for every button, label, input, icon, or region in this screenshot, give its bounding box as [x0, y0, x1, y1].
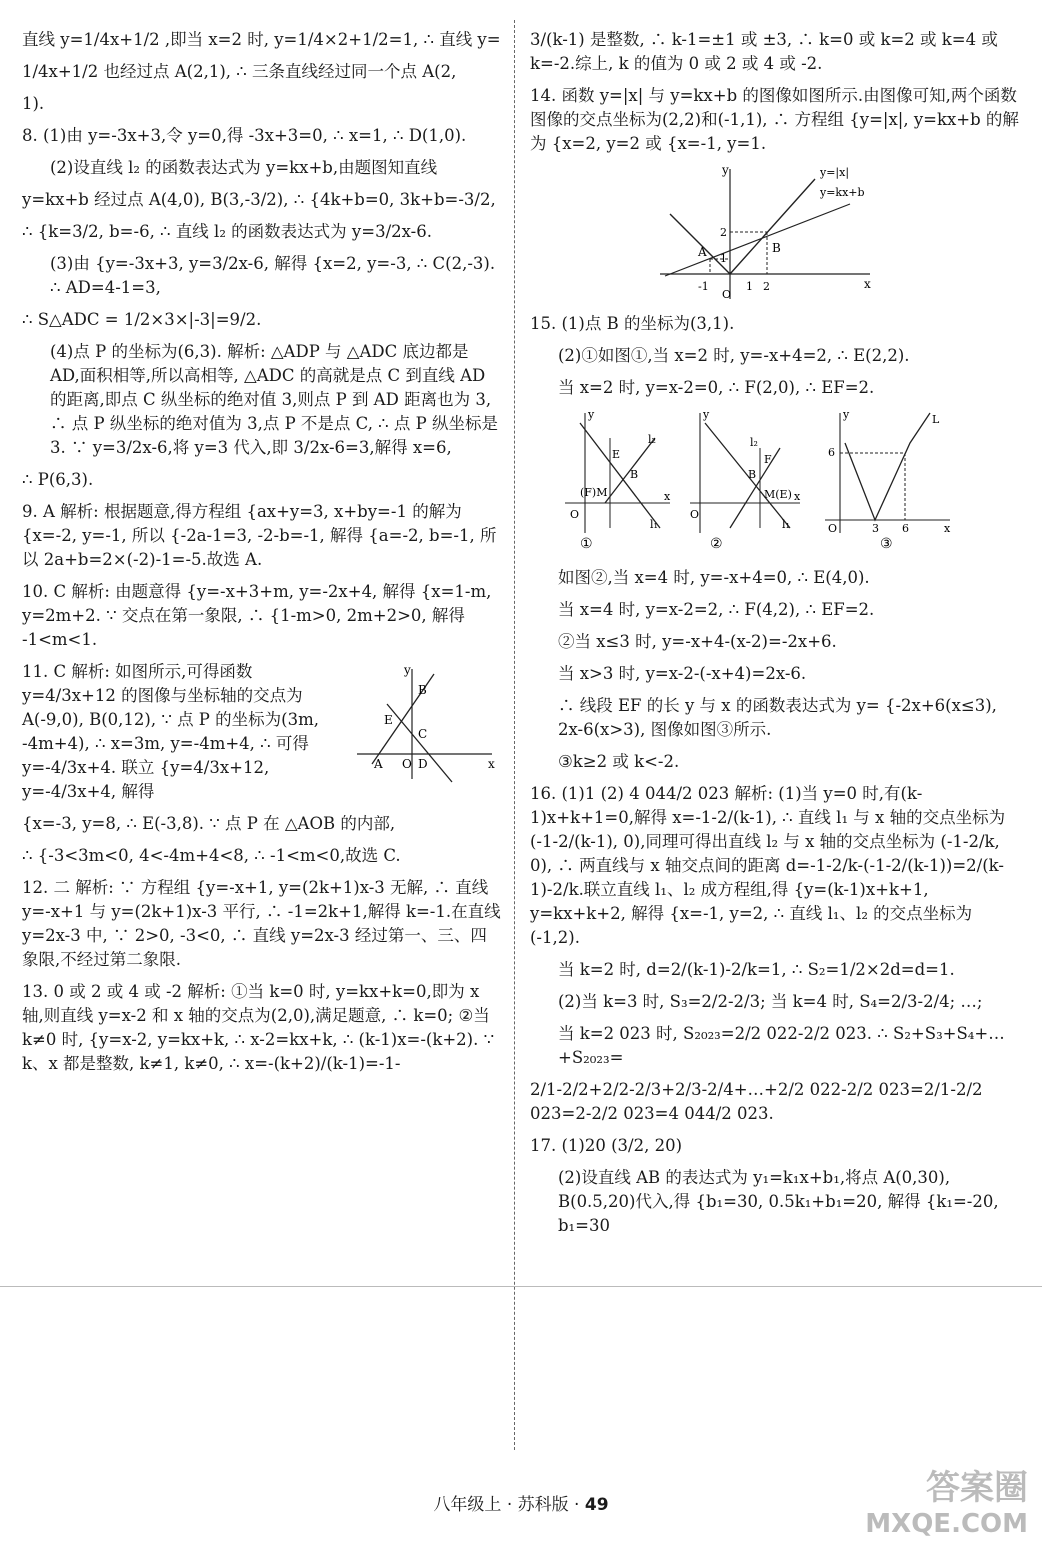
graph-1-b: B [630, 468, 639, 481]
q8-part1: 8. (1)由 y=-3x+3,令 y=0,得 -3x+3=0, ∴ x=1, ∴ D(1,0). [22, 126, 467, 145]
graph-3-tick-three: 3 [872, 522, 879, 535]
origin-label: O [402, 757, 412, 771]
tick-y-one: 1 [720, 252, 727, 265]
q15-case2: 当 x>3 时, y=x-2-(-x+4)=2x-6. [558, 664, 807, 683]
curve-linear-label: y=kx+b [820, 186, 865, 199]
q16-k2: 当 k=2 时, d=2/(k-1)-2/k=1, ∴ S₂=1/2×2d=d=1. [558, 960, 955, 979]
tick-minus-one: -1 [698, 280, 709, 293]
graph-3-l: L [932, 413, 940, 426]
text-line: 1/4x+1/2 也经过点 A(2,1), ∴ 三条直线经过同一个点 A(2, [22, 62, 457, 81]
q8-system: y=kx+b 经过点 A(4,0), B(3,-3/2), ∴ {4k+b=0, 3k+b=-3/2, [22, 190, 496, 209]
graph-2-caption: ② [710, 536, 723, 552]
graph-2-l1: l₁ [782, 518, 790, 531]
curve-abs-label: y=|x| [820, 166, 850, 179]
q10: 10. C 解析: 由题意得 {y=-x+3+m, y=-2x+4, 解得 {x=1-m, y=2m+2. ∵ 交点在第一象限, ∴ {1-m>0, 2m+2>0, 解得 -1<m<1. [22, 582, 492, 649]
q15-function: ∴ 线段 EF 的长 y 与 x 的函数表达式为 y= {-2x+6(x≤3), 2x-6(x>3), 图像如图③所示. [558, 696, 997, 739]
q16-total: 2/1-2/2+2/2-2/3+2/3-2/4+…+2/2 022-2/2 023=2/1-2/2 023=2-2/2 023=4 044/2 023. [530, 1080, 983, 1123]
graph-1-y: y [588, 408, 595, 421]
graph-3-tick-six: 6 [902, 522, 909, 535]
point-d-label: D [418, 757, 428, 771]
q16-sum: 当 k=2 023 时, S₂₀₂₃=2/2 022-2/2 023. ∴ S₂+S₃+S₄+…+S₂₀₂₃= [558, 1024, 1005, 1067]
graph-2-x: x [794, 490, 801, 503]
graph-2-l2: l₂ [750, 436, 758, 449]
x-axis-label: x [488, 757, 495, 771]
graph-2-origin: O [690, 508, 700, 521]
q11-cont2: ∴ {-3<3m<0, 4<-4m+4<8, ∴ -1<m<0,故选 C. [22, 846, 401, 865]
page-number: 49 [584, 1495, 609, 1515]
origin-label: O [722, 288, 732, 301]
q9: 9. A 解析: 根据题意,得方程组 {ax+y=3, x+by=-1 的解为 {x=-2, y=-1, 所以 {-2a-1=3, -2-b=-1, 解得 {a=-2, b=-1, 所以 2a+b=2×(-2)-1=-5.故选 A. [22, 502, 497, 569]
watermark [865, 1470, 1028, 1542]
q17-part2: (2)设直线 AB 的表达式为 y₁=k₁x+b₁,将点 A(0,30), B(0.5,20)代入,得 {b₁=30, 0.5k₁+b₁=20, 解得 {k₁=-20, b₁=30 [558, 1168, 999, 1235]
q15-part3: ③k≥2 或 k<-2. [558, 752, 680, 771]
q8-part3: (3)由 {y=-3x+3, y=3/2x-6, 解得 {x=2, y=-3, ∴ C(2,-3). ∴ AD=4-1=3, [50, 254, 496, 297]
x-axis-label: x [864, 277, 871, 291]
graph-1 [565, 408, 671, 552]
q8-part2: (2)设直线 l₂ 的函数表达式为 y=kx+b,由题图知直线 [50, 158, 438, 177]
q15-fig2-b: 当 x=4 时, y=x-2=2, ∴ F(4,2), ∴ EF=2. [558, 600, 875, 619]
graph-1-e: E [612, 448, 621, 461]
q11-graph [352, 664, 502, 784]
point-e-label: E [384, 713, 393, 727]
q14-graph [650, 164, 880, 304]
graph-3-y: y [843, 408, 850, 421]
q15-case1: ②当 x≤3 时, y=-x+4-(x-2)=-2x+6. [558, 632, 837, 651]
point-c-label: C [418, 727, 428, 741]
q16-part2: (2)当 k=3 时, S₃=2/2-2/3; 当 k=4 时, S₄=2/3-2/4; …; [558, 992, 983, 1011]
watermark-url: MXQE.COM [865, 1509, 1028, 1539]
q15-part2: (2)①如图①,当 x=2 时, y=-x+4=2, ∴ E(2,2). [558, 346, 910, 365]
tick-y-two: 2 [720, 226, 727, 239]
graph-2 [690, 408, 801, 552]
q17: 17. (1)20 (3/2, 20) [530, 1136, 683, 1155]
page-fold-line [0, 1286, 1042, 1287]
watermark-logo-text: 答案圈 [926, 1468, 1028, 1508]
tick-one: 1 [746, 280, 753, 293]
q16: 16. (1)1 (2) 4 044/2 023 解析: (1)当 y=0 时,有(k-1)x+k+1=0,解得 x=-1-2/(k-1), ∴ 直线 l₁ 与 x 轴的交点坐标为 (-1-2/(k-1), 0),同理可得出直线 l₂ 与 x 轴的交点坐标为 (-1-2/k, 0), ∴ 两直线与 x 轴交点间的距离 d=-1-2/k-(-1-2/(k-1))=2/(k-1)-2/k.联立直线 l₁、l₂ 成方程组,得 {y=(k-1)x+k+1, y=kx+k+2, 解得 {x=-1, y=2, ∴ 直线 l₁、l₂ 的交点坐标为(-1,2). [530, 784, 1006, 947]
q8-part4: (4)点 P 的坐标为(6,3). 解析: △ADP 与 △ADC 底边都是 AD,面积相等,所以高相等, △ADC 的高就是点 C 到直线 AD 的距离,即点 C 纵坐标的绝对值 3,则点 P 到 AD 距离也为 3, ∴ 点 P 纵坐标的绝对值为 3,点 P 不是点 C, ∴ 点 P 纵坐标是 3. ∵ y=3/2x-6,将 y=3 代入,即 3/2x-6=3,解得 x=6, [50, 342, 499, 457]
q14: 14. 函数 y=|x| 与 y=kx+b 的图像如图所示.由图像可知,两个函数图像的交点坐标为(2,2)和(-1,1), ∴ 方程组 {y=|x|, y=kx+b 的解为 {x=2, y=2 或 {x=-1, y=1. [530, 86, 1019, 153]
column-divider [514, 20, 515, 1450]
point-a-label: A [374, 757, 383, 771]
q15-graphs [560, 408, 1000, 558]
graph-3-origin: O [828, 522, 838, 535]
q8-result: ∴ {k=3/2, b=-6, ∴ 直线 l₂ 的函数表达式为 y=3/2x-6. [22, 222, 432, 241]
graph-2-f: F [764, 453, 772, 466]
text-line: 1). [22, 94, 45, 113]
q12: 12. 二 解析: ∵ 方程组 {y=-x+1, y=(2k+1)x-3 无解, ∴ 直线 y=-x+1 与 y=(2k+1)x-3 平行, ∴ -1=2k+1,解得 k=-1.在直线 y=2x-3 中, ∵ 2>0, -3<0, ∴ 直线 y=2x-3 经过第一、三、四象限,不经过第二象限. [22, 878, 501, 969]
graph-3-y-six: 6 [828, 446, 835, 459]
graph-3-x: x [944, 522, 951, 535]
tick-two: 2 [763, 280, 770, 293]
left-column [22, 28, 502, 1084]
graph-1-origin: O [570, 508, 580, 521]
graph-1-l2: l₂ [648, 433, 656, 446]
graph-2-me: M(E) [764, 488, 792, 501]
y-axis-label: y [722, 164, 729, 177]
q15-part2b: 当 x=2 时, y=x-2=0, ∴ F(2,0), ∴ EF=2. [558, 378, 875, 397]
q13-cont: 3/(k-1) 是整数, ∴ k-1=±1 或 ±3, ∴ k=0 或 k=2 或 k=4 或 k=-2.综上, k 的值为 0 或 2 或 4 或 -2. [530, 30, 998, 73]
text-line: 直线 y=1/4x+1/2 ,即当 x=2 时, y=1/4×2+1/2=1, ∴ 直线 y= [22, 30, 501, 49]
graph-3-caption: ③ [880, 536, 893, 552]
graph-1-caption: ① [580, 536, 593, 552]
graph-2-b: B [748, 468, 757, 481]
q8-area: ∴ S△ADC = 1/2×3×|-3|=9/2. [22, 310, 262, 329]
q11: 11. C 解析: 如图所示,可得函数 y=4/3x+12 的图像与坐标轴的交点为 A(-9,0), B(0,12), ∵ 点 P 的坐标为(3m, -4m+4), ∴ x=3m, y=-4m+4, ∴ 可得 y=-4/3x+4. 联立 {y=4/3x+12, y=-4/3x+4, 解得 [22, 662, 319, 801]
footer-text: 八年级上 · 苏科版 · [433, 1495, 585, 1515]
q15-part1: 15. (1)点 B 的坐标为(3,1). [530, 314, 735, 333]
graph-1-x: x [664, 490, 671, 503]
q13: 13. 0 或 2 或 4 或 -2 解析: ①当 k=0 时, y=kx+k=0,即为 x 轴,则直线 y=x-2 和 x 轴的交点为(2,0),满足题意, ∴ k=0; ②当 k≠0 时, {y=x-2, y=kx+k, ∴ x-2=kx+k, ∴ (k-1)x=-(k+2). ∵ k、x 都是整数, k≠1, k≠0, ∴ x=-(k+2)/(k-1)=-1- [22, 982, 495, 1073]
y-axis-label: y [404, 664, 411, 677]
right-column [530, 28, 1020, 1246]
q15-fig2-a: 如图②,当 x=4 时, y=-x+4=0, ∴ E(4,0). [558, 568, 870, 587]
graph-3 [825, 408, 951, 552]
point-b-label: B [418, 683, 427, 697]
point-a-label: A [698, 245, 707, 259]
point-b-label: B [772, 241, 781, 255]
graph-1-fm: (F)M [580, 486, 608, 499]
q11-cont1: {x=-3, y=8, ∴ E(-3,8). ∵ 点 P 在 △AOB 的内部, [22, 814, 396, 833]
q8-answer: ∴ P(6,3). [22, 470, 94, 489]
graph-2-y: y [703, 408, 710, 421]
graph-1-l1: l₁ [650, 518, 658, 531]
